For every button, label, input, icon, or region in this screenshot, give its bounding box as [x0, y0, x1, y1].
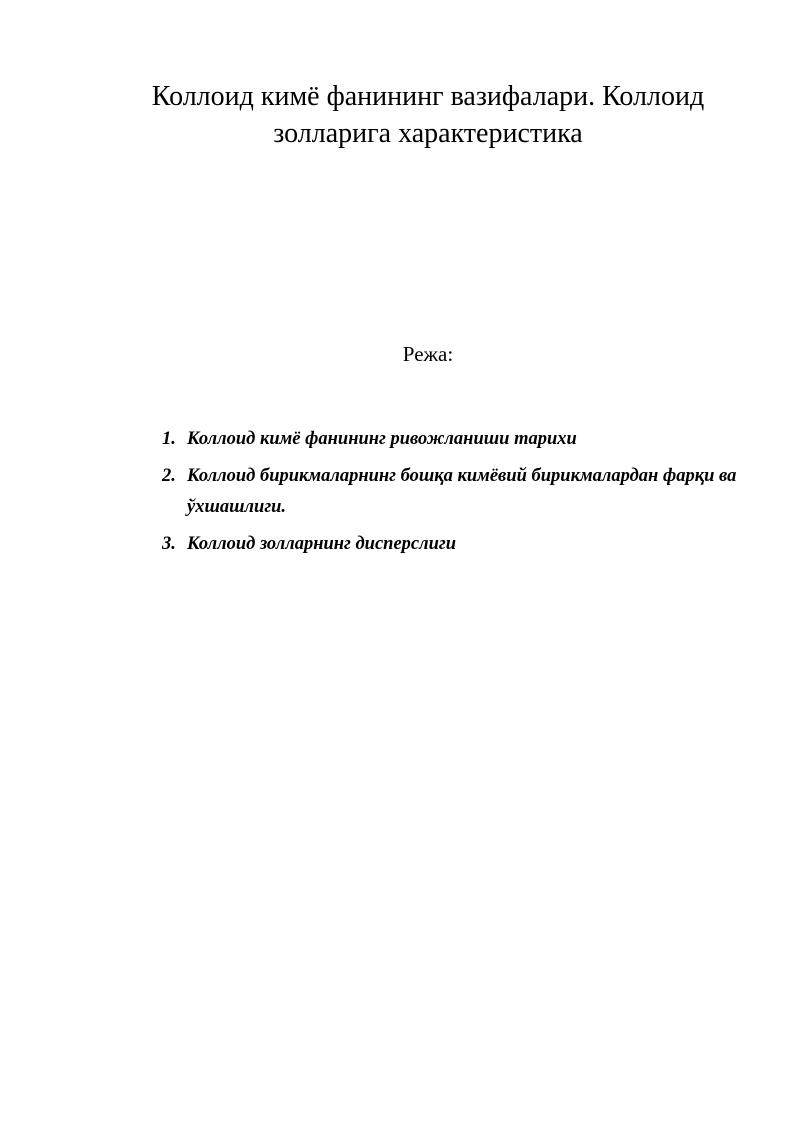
plan-item-2: [160, 461, 750, 523]
plan-item-3: [160, 529, 750, 560]
document-title: Коллоид кимё фанининг вазифалари. Коллоид золларига характеристика: [151, 81, 705, 149]
plan-item-1: [160, 424, 750, 455]
plan-item-number: 2.: [162, 466, 176, 486]
plan-heading: Режа:: [402, 342, 454, 366]
plan-item-text: Коллоид кимё фанининг ривожланиши тарихи: [187, 429, 577, 449]
plan-item-number: 3.: [162, 534, 176, 554]
plan-list: [160, 424, 750, 566]
plan-item-text: Коллоид золларнинг дисперслиги: [187, 534, 457, 554]
plan-item-number: 1.: [162, 429, 176, 449]
plan-item-text: Коллоид бирикмаларнинг бошқа кимёвий бирикмалардан фарқи ва ўхшашлиги.: [187, 466, 737, 517]
